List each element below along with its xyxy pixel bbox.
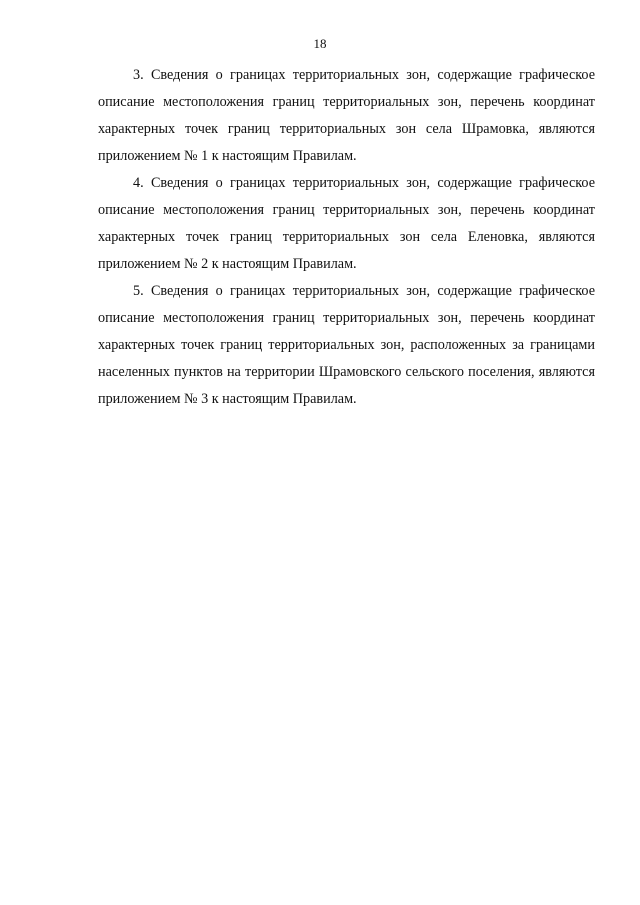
- paragraph-3: 3. Сведения о границах территориальных зон, содержащие графическое описание местоположения границ территориальных зон, перечень координат характерных точек границ территориальных зон села Шрамовка, являются приложением № 1 к настоящим Правилам.: [98, 67, 595, 164]
- document-body: [98, 62, 595, 413]
- page-number: 18: [313, 36, 327, 51]
- paragraph-4: 4. Сведения о границах территориальных зон, содержащие графическое описание местоположения границ территориальных зон, перечень координат характерных точек границ территориальных зон села Еленовка, являются приложением № 2 к настоящим Правилам.: [98, 175, 595, 272]
- paragraph-5: 5. Сведения о границах территориальных зон, содержащие графическое описание местоположения границ территориальных зон, перечень координат характерных точек границ территориальных зон, расположенных за границами населенных пунктов на территории Шрамовского сельского поселения, являются приложением № 3 к настоящим Правилам.: [98, 283, 595, 407]
